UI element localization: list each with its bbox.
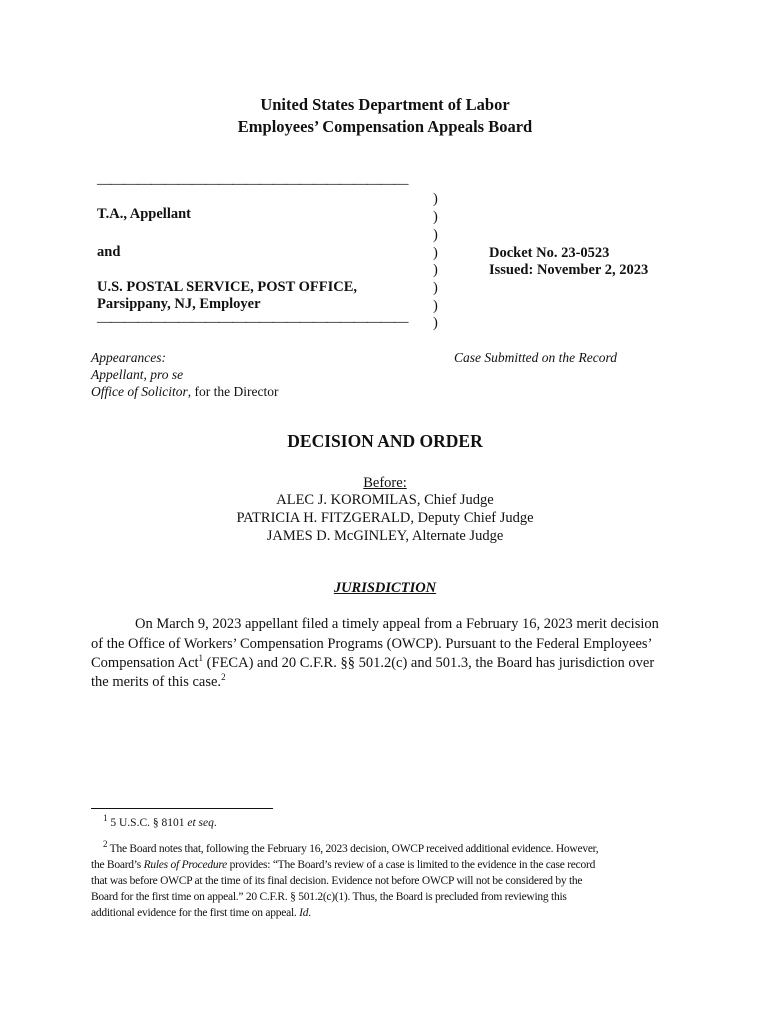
appearances-label: Appearances: [91, 350, 166, 365]
jurisdiction-heading: JURISDICTION [333, 580, 437, 596]
caption-paren: ) [433, 191, 438, 207]
judge-deputy-chief: PATRICIA H. FITZGERALD, Deputy Chief Judge [236, 510, 534, 526]
footnote-separator [91, 808, 273, 809]
before-label: Before: [363, 475, 407, 491]
employer-line-1: U.S. POSTAL SERVICE, POST OFFICE, [97, 279, 358, 295]
footnote-2-line: the Board’s Rules of Procedure provides: “The Board’s review of a case is limited to the evidence in the case record [91, 859, 596, 871]
jurisdiction-line: Compensation Act$^1$ (FECA) and 20 C.F.R. §§ 501.2(c) and 501.3, the Board has jurisdiction over [91, 653, 655, 671]
appearance-solicitor: Office of Solicitor, for the Director [91, 384, 279, 399]
footnote-2-line: Board for the first time on appeal.” 20 C.F.R. § 501.2(c)(1). Thus, the Board is precluded from reviewing this [91, 891, 567, 903]
caption-paren: ) [433, 280, 438, 296]
caption-paren: ) [433, 245, 438, 261]
caption-and: and [97, 244, 121, 260]
judge-alternate: JAMES D. McGINLEY, Alternate Judge [266, 528, 504, 544]
issued-date: Issued: November 2, 2023 [489, 262, 649, 278]
board-name: Employees’ Compensation Appeals Board [237, 117, 533, 136]
footnote-ref-1[interactable]: 1 [198, 653, 204, 664]
footnote-2-line: additional evidence for the first time on appeal. Id. [91, 907, 311, 919]
footnote-2-line: that was before OWCP at the time of its final decision. Evidence not before OWCP will not be considered by the [91, 875, 583, 887]
appellant-name: T.A., Appellant [97, 206, 192, 222]
caption-paren: ) [433, 298, 438, 314]
footnote-ref-2[interactable]: 2 [221, 672, 226, 683]
judge-chief: ALEC J. KOROMILAS, Chief Judge [276, 492, 494, 508]
caption-paren: ) [433, 262, 438, 278]
footnote-1: $^1$ 5 U.S.C. § 8101 et seq. [103, 813, 217, 829]
footnote-2-line: $^2$ The Board notes that, following the February 16, 2023 decision, OWCP received additional evidence. However, [103, 839, 599, 855]
decision-title: DECISION AND ORDER [287, 431, 483, 451]
caption-paren: ) [433, 227, 438, 243]
case-submitted-note: Case Submitted on the Record [454, 350, 617, 365]
caption-bottom-rule: ——————————————————————— [97, 314, 408, 330]
caption-paren: ) [433, 209, 438, 225]
jurisdiction-line: the merits of this case.$^2$ [91, 672, 226, 690]
employer-line-2: Parsippany, NJ, Employer [97, 296, 261, 312]
jurisdiction-line: On March 9, 2023 appellant filed a timely appeal from a February 16, 2023 merit decision [135, 616, 659, 632]
appearance-appellant: Appellant, pro se [91, 367, 184, 382]
caption-paren: ) [433, 315, 438, 331]
agency-name: United States Department of Labor [260, 95, 510, 114]
docket-number: Docket No. 23-0523 [489, 245, 610, 261]
jurisdiction-line: of the Office of Workers’ Compensation Programs (OWCP). Pursuant to the Federal Employees’ [91, 636, 653, 652]
caption-top-rule: ——————————————————————— [97, 176, 408, 192]
